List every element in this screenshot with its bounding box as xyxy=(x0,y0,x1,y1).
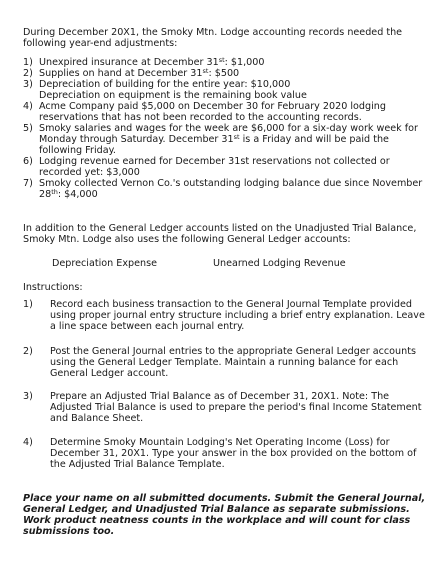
submission-note: Place your name on all submitted documents. Submit the General Journal, General Ledger, and Unadjusted Trial Balance as separate submissions. Work product neatness counts in the workplace and will count for class submissions too. xyxy=(23,493,426,537)
adjustments-list xyxy=(23,57,433,200)
adjustment-amount: : $1,000 xyxy=(224,57,265,68)
adjustment-text-line-2: Depreciation on equipment is the remaining book value xyxy=(39,90,307,101)
instruction-number: 3) xyxy=(23,391,33,402)
adjustment-amount: : $500 xyxy=(208,68,240,79)
ordinal-suffix: st xyxy=(202,67,209,75)
ordinal-suffix: th xyxy=(51,188,58,196)
instructions-heading: Instructions: xyxy=(23,282,83,293)
adjustment-number: 7) xyxy=(23,178,33,189)
additional-accounts-paragraph: In addition to the General Ledger accounts listed on the Unadjusted Trial Balance, Smoky Mtn. Lodge also uses the following General Ledger accounts: xyxy=(23,223,417,245)
adjustment-number: 4) xyxy=(23,101,33,112)
adjustment-text: Lodging revenue earned for December 31st reservations not collected or recorded yet: $3,000 xyxy=(39,156,390,178)
instruction-number: 1) xyxy=(23,299,33,310)
adjustment-item xyxy=(23,79,433,101)
adjustment-number: 2) xyxy=(23,68,33,79)
instruction-item xyxy=(23,391,433,424)
ordinal-suffix: st xyxy=(218,56,225,64)
account-unearned-lodging-revenue: Unearned Lodging Revenue xyxy=(213,258,346,269)
instruction-number: 4) xyxy=(23,437,33,448)
adjustment-number: 5) xyxy=(23,123,33,134)
adjustment-item xyxy=(23,68,433,79)
instruction-text: Prepare an Adjusted Trial Balance as of December 31, 20X1. Note: The Adjusted Trial Balance is used to prepare the period's final Income Statement and Balance Sheet. xyxy=(50,391,422,424)
adjustment-item xyxy=(23,156,433,178)
instruction-item xyxy=(23,437,433,470)
account-depreciation-expense: Depreciation Expense xyxy=(52,258,157,269)
adjustment-number: 3) xyxy=(23,79,33,90)
instruction-item xyxy=(23,299,433,332)
adjustment-text: Smoky collected Vernon Co.'s outstanding lodging balance due since November 28 xyxy=(39,178,423,200)
instruction-text: Determine Smoky Mountain Lodging's Net Operating Income (Loss) for December 31, 20X1. Type your answer in the box provided on the bottom of the Adjusted Trial Balance Template. xyxy=(50,437,417,470)
instruction-text: Record each business transaction to the General Journal Template provided using proper journal entry structure including a brief entry explanation. Leave a line space between each journal entry. xyxy=(50,299,425,332)
adjustment-amount: : $4,000 xyxy=(57,189,98,200)
adjustment-text-continued: is a Friday and will be paid the following Friday. xyxy=(39,134,389,156)
adjustment-number: 1) xyxy=(23,57,33,68)
instruction-text: Post the General Journal entries to the appropriate General Ledger accounts using the General Ledger Template. Maintain a running balance for each General Ledger account. xyxy=(50,346,416,379)
instruction-number: 2) xyxy=(23,346,33,357)
intro-paragraph: During December 20X1, the Smoky Mtn. Lodge accounting records needed the following year-end adjustments: xyxy=(23,27,403,49)
adjustment-item xyxy=(23,123,433,156)
adjustment-text: Supplies on hand at December 31 xyxy=(39,68,203,79)
ordinal-suffix: st xyxy=(233,133,240,141)
adjustment-text: Depreciation of building for the entire year: $10,000 xyxy=(39,79,291,90)
adjustment-item xyxy=(23,57,433,68)
adjustment-text: Acme Company paid $5,000 on December 30 for February 2020 lodging reservations that has not been recorded to the accounting records. xyxy=(39,101,386,123)
adjustment-number: 6) xyxy=(23,156,33,167)
instruction-item xyxy=(23,346,433,379)
adjustment-text: Unexpired insurance at December 31 xyxy=(39,57,219,68)
adjustment-item xyxy=(23,178,433,200)
adjustment-text: Smoky salaries and wages for the week are $6,000 for a six-day work week for Monday through Saturday. December 31 xyxy=(39,123,418,145)
adjustment-item xyxy=(23,101,433,123)
